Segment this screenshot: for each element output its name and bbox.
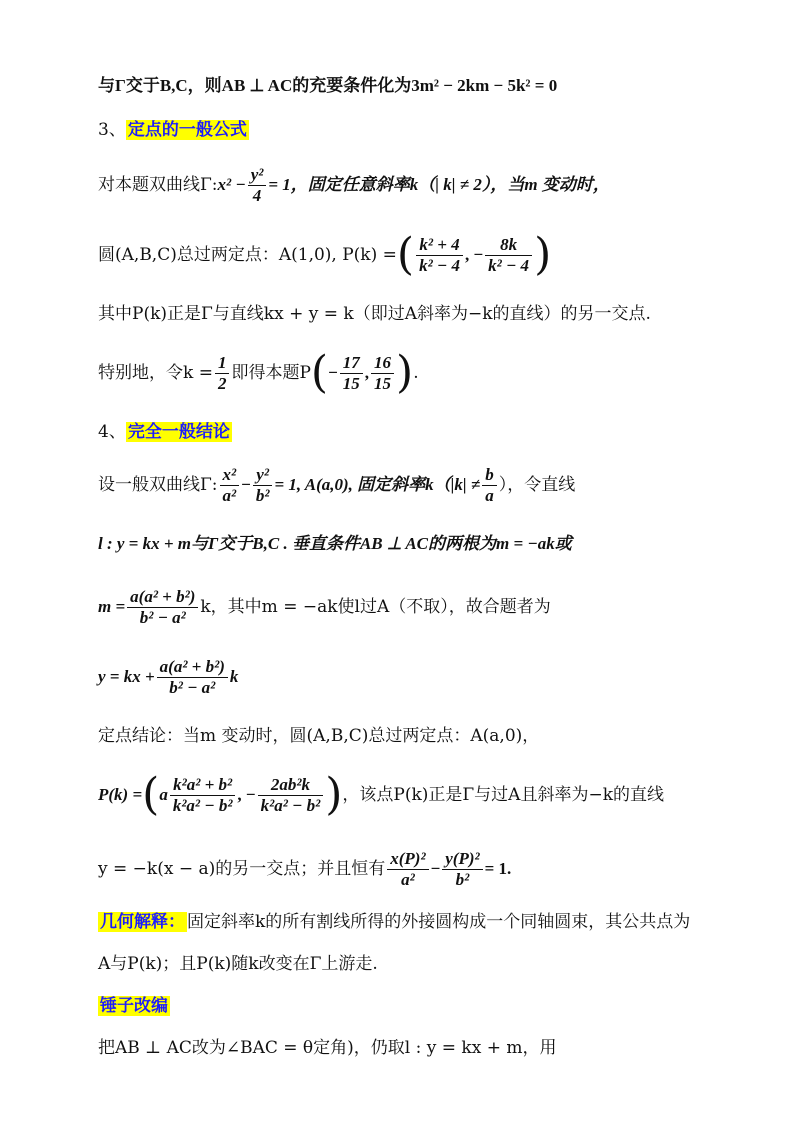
fraction: $\frac{1}{2}$: [215, 353, 230, 394]
fraction: $\frac{\text{x(P)²}}{\text{a²}}$: [387, 849, 428, 890]
fraction: $\frac{\text{x²}}{\text{a²}}$: [220, 465, 240, 506]
text-line-6: 特别地，令k = $\frac{1}{2}$ 即得本题P ( − $\frac{17}{15}$ , $\frac{16}{15}$ ) .: [98, 347, 419, 398]
text-line-15: 几何解释： 固定斜率k的所有割线所得的外接圆构成一个同轴圆束，其公共点为: [100, 912, 691, 932]
text-line-9: l : y = kx + m与Γ交于B,C . 垂直条件AB ⊥ AC的两根为m = −ak或: [98, 534, 572, 553]
fraction: $\frac{16}{15}$: [371, 353, 394, 394]
text-line-12: 定点结论：当m 变动时，圆(A,B,C)总过两定点：A(a,0)，: [98, 726, 540, 746]
fraction: $\frac{\text{a(a² + b²)}}{\text{b² − a²}}$: [157, 657, 228, 698]
geometric-interpretation-label: 几何解释：: [100, 912, 185, 932]
fraction: $\frac{17}{15}$: [340, 353, 363, 394]
text-line-13: P(k) = ( a $\frac{\text{k²a² + b²}}{\text{k²a² − b²}}$ , − $\frac{\text{2ab²k}}{\text{k²a² − b²}}$ ) ，该点P(k)正是Γ与过A且斜率为−k的直线: [98, 769, 664, 820]
fraction: $\frac{\text{k² + 4}}{\text{k² − 4}}$: [416, 235, 463, 276]
fraction: $\frac{b}{a}$: [482, 465, 497, 506]
text-line-18: 把AB ⊥ AC改为∠BAC = θ定角)，仍取l : y = kx + m，用: [98, 1038, 557, 1058]
section-heading-4: [98, 420, 760, 444]
text-line-17: [98, 994, 760, 1018]
fraction: $\frac{\text{y(P)²}}{\text{b²}}$: [442, 849, 482, 890]
text-line-10: m = $\frac{\text{a(a² + b²)}}{\text{b² − a²}}$ k，其中m = −ak使l过A（不取），故合题者为: [98, 586, 551, 627]
section-heading-3: [98, 118, 760, 142]
section-number: 4、: [98, 422, 126, 442]
text-line-4: 圆(A,B,C)总过两定点：A(1,0), P(k) = ( $\frac{\text{k² + 4}}{\text{k² − 4}}$ , − $\frac{8k}{\text{k² − 4}}$ ): [98, 229, 552, 280]
section-title: 定点的一般公式: [127, 120, 247, 140]
text-line-16: A与P(k)；且P(k)随k改变在Γ上游走.: [98, 954, 378, 974]
fraction: $\frac{8k}{\text{k² − 4}}$: [485, 235, 532, 276]
text-line-5: 其中P(k)正是Γ与直线kx + y = k（即过A斜率为−k的直线）的另一交点.: [98, 304, 651, 324]
adaptation-heading: 锤子改编: [100, 996, 168, 1016]
fraction: $\frac{\text{y²}}{4}$: [248, 165, 267, 206]
section-title: 完全一般结论: [127, 422, 230, 442]
text-line-14: y = −k(x − a)的另一交点；并且恒有 $\frac{\text{x(P)²}}{\text{a²}}$ − $\frac{\text{y(P)²}}{\text{b²}}$ = 1.: [98, 848, 512, 889]
text-line-3: 对本题双曲线Γ: x² − $\frac{\text{y²}}{4}$ = 1，固定任意斜率k（| k| ≠ 2），当m 变动时，: [98, 164, 610, 205]
text-line-8: 设一般双曲线Γ: $\frac{\text{x²}}{\text{a²}}$ − $\frac{\text{y²}}{\text{b²}}$ = 1, A(a,0), 固定斜率k（|k| ≠ $\frac{b}{a}$ ），令直线: [98, 464, 576, 505]
section-number: 3、: [98, 120, 126, 140]
fraction: $\frac{\text{2ab²k}}{\text{k²a² − b²}}$: [258, 775, 324, 816]
text-line-11: y = kx + $\frac{\text{a(a² + b²)}}{\text{b² − a²}}$ k: [98, 656, 239, 697]
text-line-1: 与Γ交于B,C，则AB ⊥ AC的充要条件化为3m² − 2km − 5k² = 0: [98, 76, 558, 95]
fraction: $\frac{\text{y²}}{\text{b²}}$: [253, 465, 273, 506]
fraction: $\frac{\text{k²a² + b²}}{\text{k²a² − b²}}$: [170, 775, 236, 816]
fraction: $\frac{\text{a(a² + b²)}}{\text{b² − a²}}$: [127, 587, 198, 628]
